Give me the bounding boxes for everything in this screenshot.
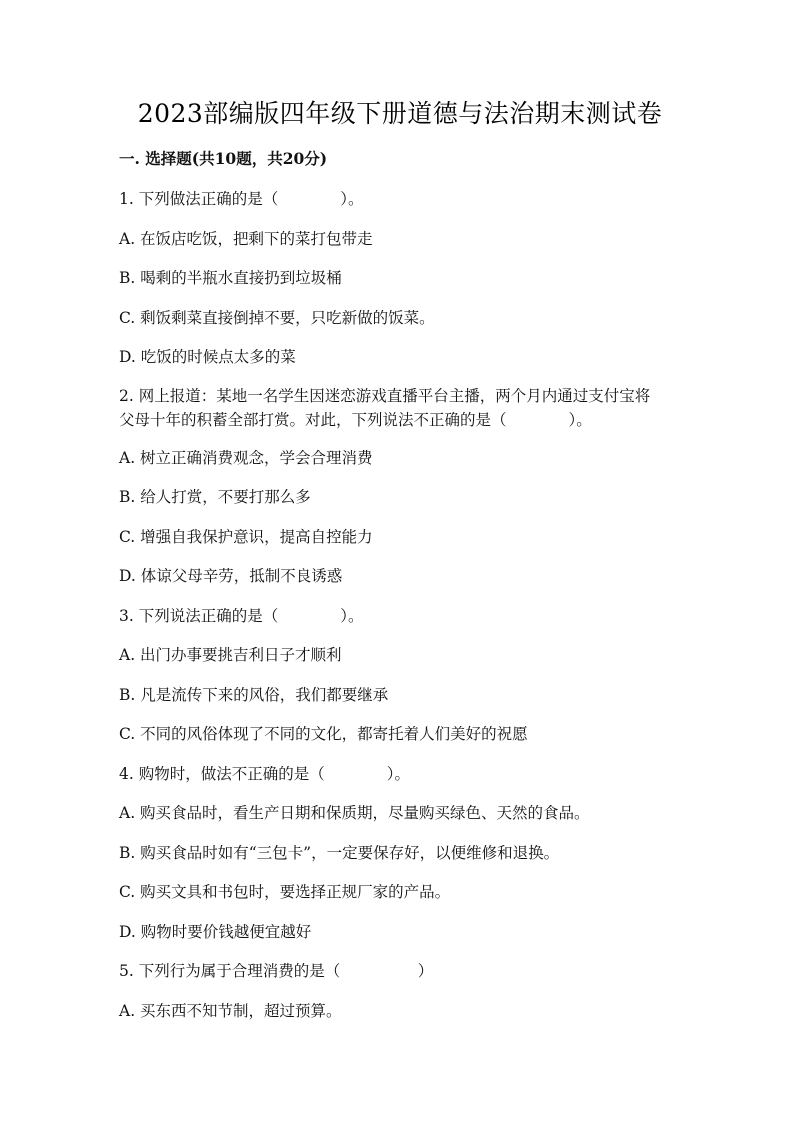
question-4-option-c: C. 购买文具和书包时，要选择正规厂家的产品。 — [119, 883, 451, 901]
question-5-option-a: A. 买东西不知节制，超过预算。 — [119, 1002, 342, 1020]
question-1-option-a: A. 在饭店吃饭，把剩下的菜打包带走 — [119, 230, 373, 248]
section-heading: 一. 选择题(共10题，共20分) — [119, 149, 328, 168]
question-3-option-a: A. 出门办事要挑吉利日子才顺利 — [119, 646, 342, 664]
question-4-option-b: B. 购买食品时如有“三包卡”，一定要保存好，以便维修和退换。 — [119, 844, 560, 862]
question-2-stem-line-2: 父母十年的积蓄全部打赏。对此，下列说法不正确的是（ ）。 — [119, 411, 592, 429]
question-4-option-d: D. 购物时要价钱越便宜越好 — [119, 923, 312, 941]
question-3-option-c: C. 不同的风俗体现了不同的文化，都寄托着人们美好的祝愿 — [119, 725, 528, 743]
question-3-option-b: B. 凡是流传下来的风俗，我们都要继承 — [119, 686, 389, 704]
question-2-option-d: D. 体谅父母辛劳，抵制不良诱惑 — [119, 567, 343, 585]
question-4-stem: 4. 购物时，做法不正确的是（ ）。 — [119, 765, 410, 783]
question-1-option-b: B. 喝剩的半瓶水直接扔到垃圾桶 — [119, 269, 342, 287]
question-1-stem: 1. 下列做法正确的是（ ）。 — [119, 190, 364, 208]
question-2-option-b: B. 给人打赏，不要打那么多 — [119, 488, 311, 506]
question-5-stem: 5. 下列行为属于合理消费的是（ ） — [119, 962, 434, 980]
question-2-option-c: C. 增强自我保护意识，提高自控能力 — [119, 528, 373, 546]
question-3-stem: 3. 下列说法正确的是（ ）。 — [119, 607, 364, 625]
question-1-option-d: D. 吃饭的时候点太多的菜 — [119, 348, 296, 366]
question-2-stem-line-1: 2. 网上报道：某地一名学生因迷恋游戏直播平台主播，两个月内通过支付宝将 — [119, 387, 651, 405]
question-2-option-a: A. 树立正确消费观念，学会合理消费 — [119, 449, 373, 467]
question-4-option-a: A. 购买食品时，看生产日期和保质期，尽量购买绿色、天然的食品。 — [119, 804, 590, 822]
exam-title: 2023部编版四年级下册道德与法治期末测试卷 — [137, 99, 663, 128]
question-1-option-c: C. 剩饭剩菜直接倒掉不要，只吃新做的饭菜。 — [119, 309, 435, 327]
